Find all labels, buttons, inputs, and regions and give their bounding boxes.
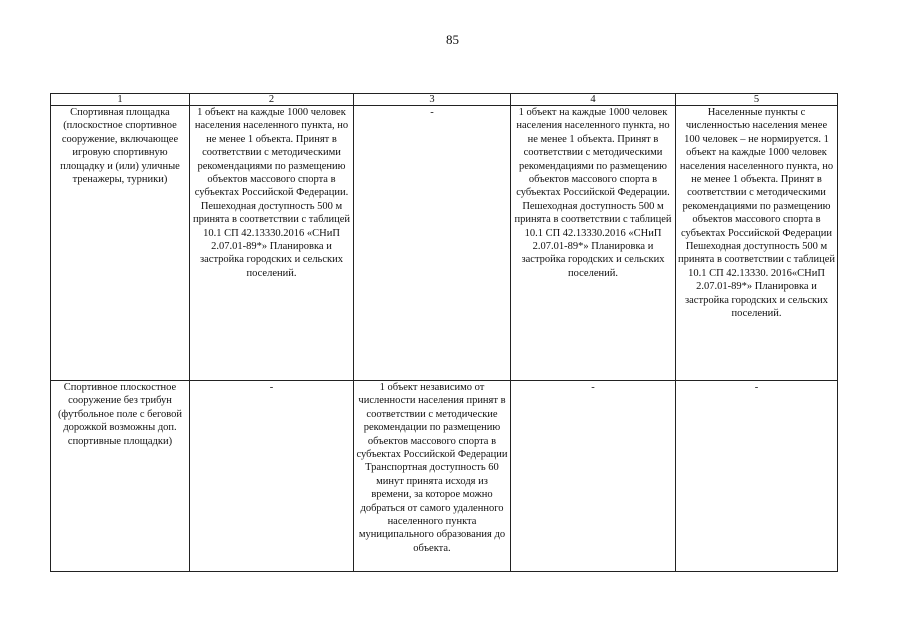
table-cell: 1 объект независимо от численности населения принят в соответствии с методические рекомендации по размещению объектов массового спорта в субъектах Российской Федерации Транспортная доступность 60 минут принята исходя из времени, за которое можно добраться от самого удаленного населенного пункта муниципального образования до объекта.: [354, 381, 511, 572]
object-name-cell: Спортивная площадка (плоскостное спортивное сооружение, включающее игровую спортивную площадку и (или) уличные тренажеры, турники): [51, 106, 190, 381]
page-number: 85: [446, 32, 459, 47]
header-cell-5: 5: [676, 94, 838, 106]
table-cell: 1 объект на каждые 1000 человек населения населенного пункта, но не менее 1 объекта. Принят в соответствии с методическими рекомендациями по размещению объектов массового спорта в субъектах Российской Федерации. Пешеходная доступность 500 м принята в соответствии с таблицей 10.1 СП 42.13330.2016 «СНиП 2.07.01-89*» Планировка и застройка городских и сельских поселений.: [511, 106, 676, 381]
header-cell-4: 4: [511, 94, 676, 106]
header-cell-2: 2: [190, 94, 354, 106]
header-cell-1: 1: [51, 94, 190, 106]
object-name-cell: Спортивное плоскостное сооружение без трибун (футбольное поле с беговой дорожкой возможны доп. спортивные площадки): [51, 381, 190, 572]
header-cell-3: 3: [354, 94, 511, 106]
table-cell: -: [354, 106, 511, 381]
table-row: [51, 106, 838, 381]
table-cell: -: [676, 381, 838, 572]
table-cell: Населенные пункты с численностью населения менее 100 человек – не нормируется. 1 объект на каждые 1000 человек населения населенного пункта, но не менее 1 объекта. Принят в соответствии с методическими рекомендациями по размещению объектов массового спорта в субъектах Российской Федерации Пешеходная доступность 500 м принята в соответствии с таблицей 10.1 СП 42.13330. 2016«СНиП 2.07.01-89*» Планировка и застройка городских и сельских поселений.: [676, 106, 838, 381]
table-row: [51, 381, 838, 572]
table-cell: -: [190, 381, 354, 572]
norms-table: [50, 93, 838, 572]
table-cell: 1 объект на каждые 1000 человек населения населенного пункта, но не менее 1 объекта. Принят в соответствии с методическими рекомендациями по размещению объектов массового спорта в субъектах Российской Федерации. Пешеходная доступность 500 м принята в соответствии с таблицей 10.1 СП 42.13330.2016 «СНиП 2.07.01-89*» Планировка и застройка городских и сельских поселений.: [190, 106, 354, 381]
table-header-row: [51, 94, 838, 106]
table-cell: -: [511, 381, 676, 572]
